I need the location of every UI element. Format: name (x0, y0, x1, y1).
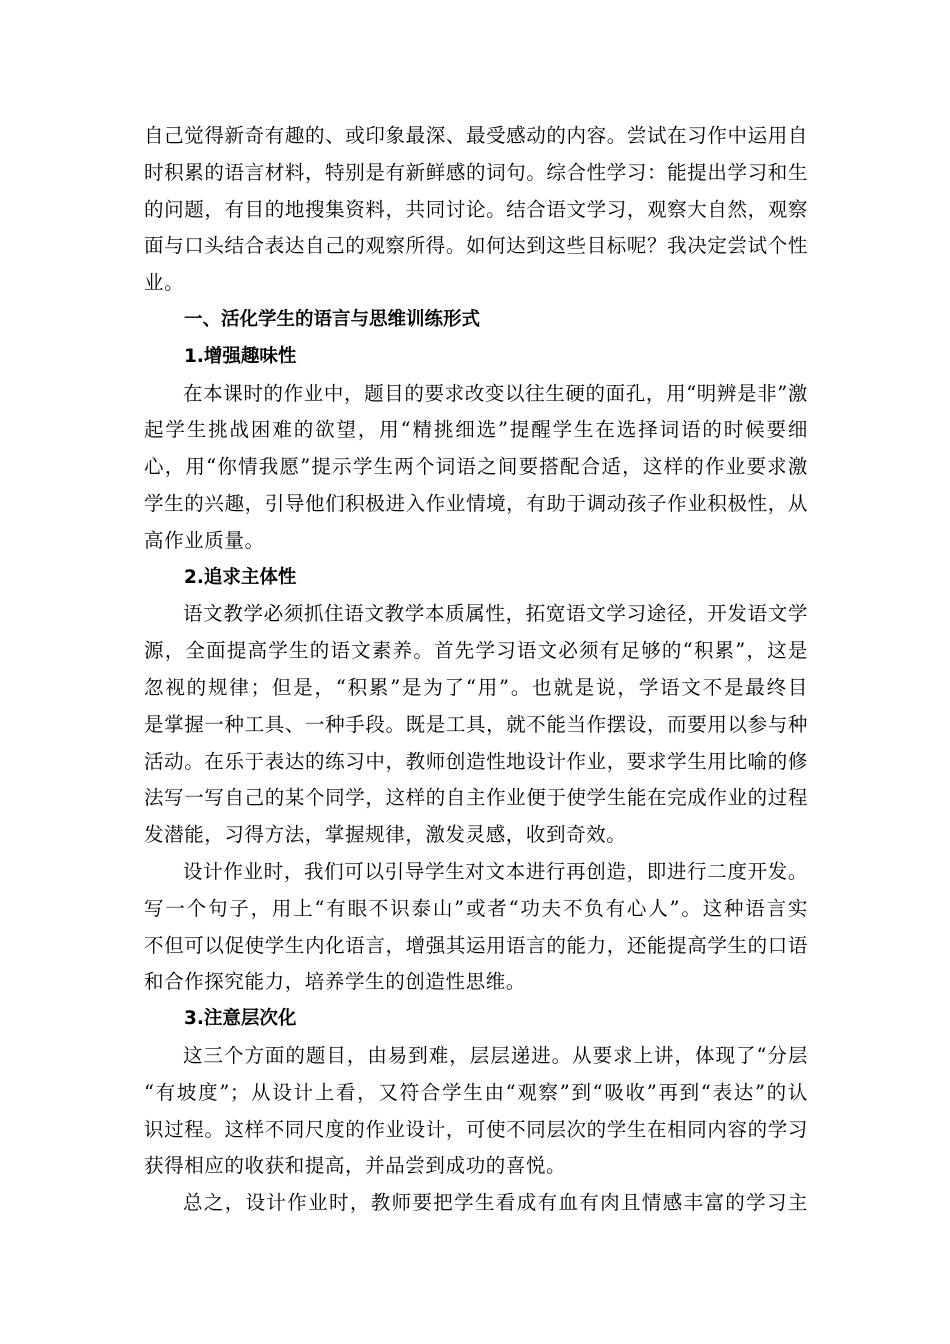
paragraph-line: 和合作探究能力，培养学生的创造性思维。 (144, 970, 526, 994)
document-page (144, 118, 808, 1222)
paragraph-line: 这三个方面的题目，由易到难，层层递进。从要求上讲，体现了“分层 (183, 1043, 808, 1067)
paragraph-line: 的问题，有目的地搜集资料，共同讨论。结合语文学习，观察大自然，观察 (144, 197, 808, 221)
paragraph-line: 是掌握一种工具、一种手段。既是工具，就不能当作摆设，而要用以参与种 (144, 712, 808, 736)
subsection-heading: 3.注意层次化 (184, 1008, 297, 1030)
paragraph-line: “有坡度”；从设计上看，又符合学生由“观察”到“吸收”再到“表达”的认 (144, 1080, 808, 1104)
paragraph-line: 发潜能，习得方法，掌握规律，激发灵感，收到奇效。 (144, 823, 627, 847)
paragraph-line: 设计作业时，我们可以引导学生对文本进行再创造，即进行二度开发。 (183, 859, 808, 883)
paragraph-line: 总之，设计作业时，教师要把学生看成有血有肉且情感丰富的学习主 (183, 1191, 808, 1215)
paragraph-line: 起学生挑战困难的欲望，用“精挑细选”提醒学生在选择词语的时候要细 (144, 418, 808, 442)
paragraph-line: 业。 (144, 271, 185, 295)
paragraph-line: 心，用“你情我愿”提示学生两个词语之间要搭配合适，这样的作业要求激 (144, 455, 808, 479)
paragraph-line: 法写一写自己的某个同学，这样的自主作业便于使学生能在完成作业的过程 (144, 786, 808, 810)
paragraph-line: 忽视的规律；但是，“积累”是为了“用”。也就是说，学语文不是最终目 (144, 675, 808, 699)
paragraph-line: 学生的兴趣，引导他们积极进入作业情境，有助于调动孩子作业积极性，从 (144, 491, 808, 515)
paragraph-line: 自己觉得新奇有趣的、或印象最深、最受感动的内容。尝试在习作中运用自 (144, 124, 808, 147)
paragraph-line: 源，全面提高学生的语文素养。首先学习语文必须有足够的“积累”，这是 (144, 639, 808, 663)
paragraph-line: 高作业质量。 (144, 528, 265, 552)
paragraph-line: 不但可以促使学生内化语言，增强其运用语言的能力，还能提高学生的口语 (144, 933, 808, 957)
paragraph-line: 时积累的语言材料，特别是有新鲜感的词句。综合性学习：能提出学习和生 (144, 160, 808, 184)
paragraph-line: 写一个句子，用上“有眼不识泰山”或者“功夫不负有心人”。这种语言实 (144, 896, 808, 920)
paragraph-line: 在本课时的作业中，题目的要求改变以往生硬的面孔，用“明辨是非”激 (183, 381, 808, 405)
subsection-heading: 1.增强趣味性 (184, 345, 297, 367)
paragraph-line: 语文教学必须抓住语文教学本质属性，拓宽语文学习途径，开发语文学 (183, 602, 808, 626)
paragraph-line: 面与口头结合表达自己的观察所得。如何达到这些目标呢？我决定尝试个性 (144, 234, 808, 258)
section-heading: 一、活化学生的语言与思维训练形式 (184, 308, 481, 330)
paragraph-line: 识过程。这样不同尺度的作业设计，可使不同层次的学生在相同内容的学习 (144, 1117, 808, 1141)
paragraph-line: 获得相应的收获和提高，并品尝到成功的喜悦。 (144, 1154, 567, 1178)
paragraph-line: 活动。在乐于表达的练习中，教师创造性地设计作业，要求学生用比喻的修 (144, 749, 808, 773)
subsection-heading: 2.追求主体性 (184, 566, 297, 588)
